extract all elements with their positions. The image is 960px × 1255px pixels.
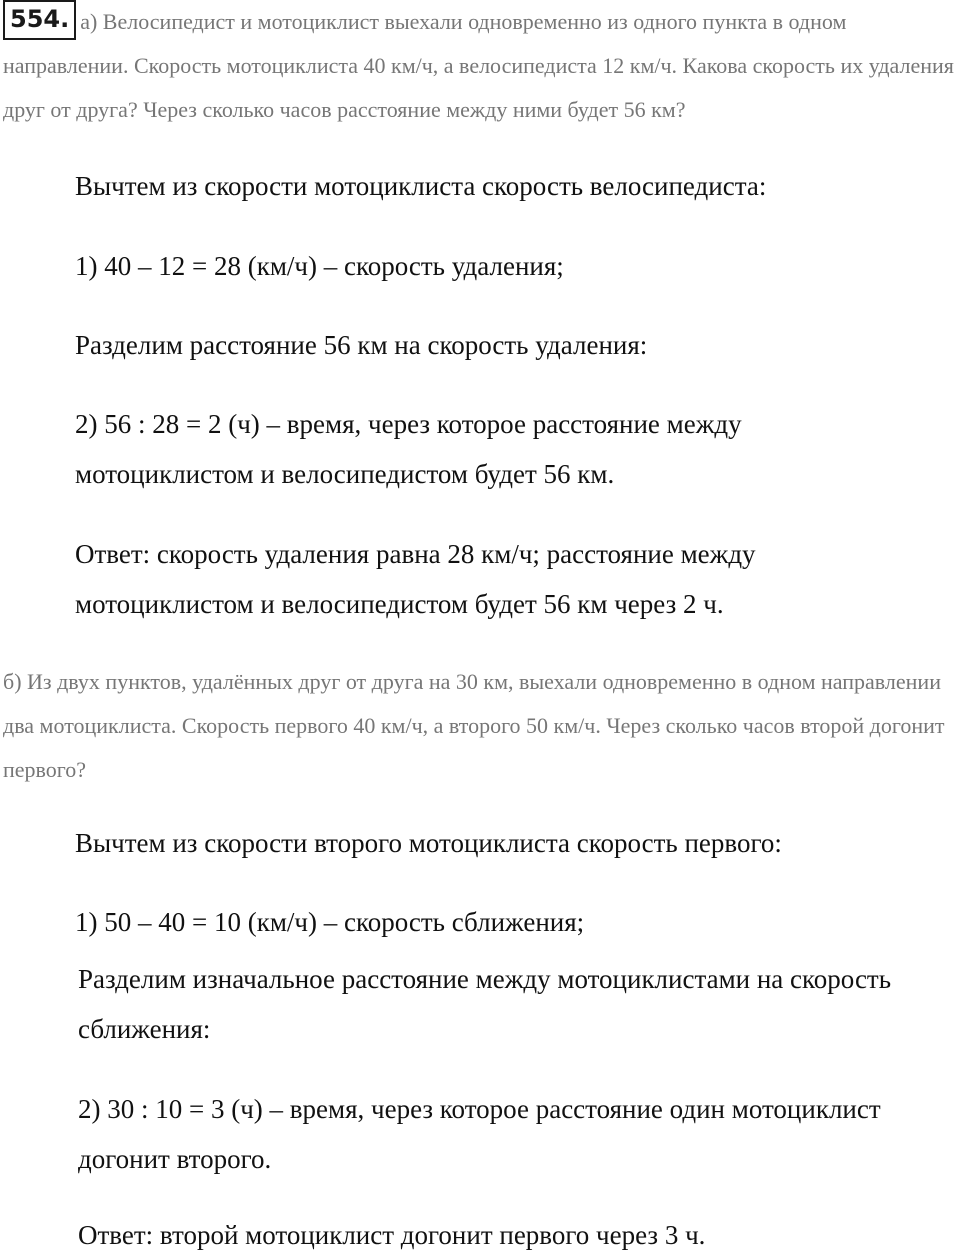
problem-a-statement (3, 0, 958, 132)
solution-b-line-2: 1) 50 – 40 = 10 (км/ч) – скорость сближения; (75, 907, 585, 937)
problem-b-text: б) Из двух пунктов, удалённых друг от друга на 30 км, выехали одновременно в одном направлении два мотоциклиста. Скорость первого 40 км/ч, а второго 50 км/ч. Через сколько часов второй догонит первого? (3, 669, 945, 782)
solution-b-line-1: Вычтем из скорости второго мотоциклиста скорость первого: (75, 828, 782, 858)
solution-a-line-2: 1) 40 – 12 = 28 (км/ч) – скорость удаления; (75, 251, 564, 281)
solution-b-line-4: сближения: (78, 1014, 211, 1044)
solution-b-answer-line: Ответ: второй мотоциклист догонит первого через 3 ч. (78, 1220, 706, 1250)
task-number-badge: 554. (3, 0, 76, 40)
solution-a-line-4: 2) 56 : 28 = 2 (ч) – время, через которое расстояние между (75, 409, 742, 439)
solution-a-line-1: Вычтем из скорости мотоциклиста скорость велосипедиста: (75, 171, 767, 201)
solution-a-line-3: Разделим расстояние 56 км на скорость удаления: (75, 330, 648, 360)
problem-b-statement (3, 660, 953, 792)
solution-b-line-3: Разделим изначальное расстояние между мотоциклистами на скорость (78, 964, 892, 994)
solution-a-answer-line-2: мотоциклистом и велосипедистом будет 56 км через 2 ч. (75, 589, 724, 619)
solution-a-line-5: мотоциклистом и велосипедистом будет 56 км. (75, 459, 615, 489)
solution-b-line-6: догонит второго. (78, 1144, 272, 1174)
problem-a-text: а) Велосипедист и мотоциклист выехали одновременно из одного пункта в одном направлении. Скорость мотоциклиста 40 км/ч, а велосипедиста 12 км/ч. Какова скорость их удаления друг от друга? Через сколько часов расстояние между ними будет 56 км? (3, 9, 954, 122)
solution-a-answer-line-1: Ответ: скорость удаления равна 28 км/ч; расстояние между (75, 539, 756, 569)
solution-b-line-5: 2) 30 : 10 = 3 (ч) – время, через которое расстояние один мотоциклист (78, 1094, 881, 1124)
